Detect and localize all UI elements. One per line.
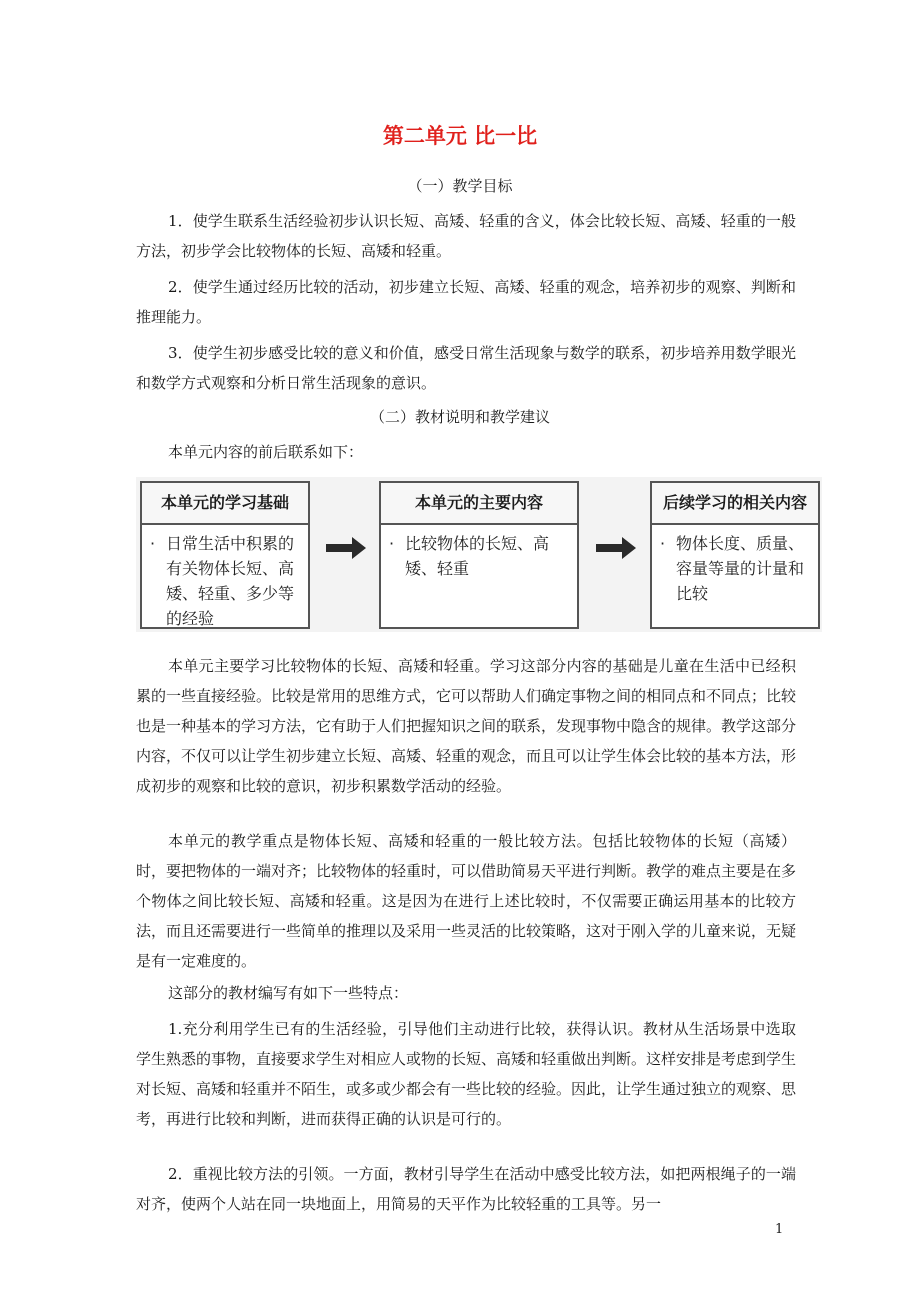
bullet-icon: · xyxy=(150,534,156,553)
goal-paragraph-1: 1．使学生联系生活经验初步认识长短、高矮、轻重的含义，体会比较长短、高矮、轻重的一般方法，初步学会比较物体的长短、高矮和轻重。 xyxy=(136,212,796,260)
diagram-box-title: 本单元的学习基础 xyxy=(142,483,308,525)
intro-line: 本单元内容的前后联系如下： xyxy=(168,443,364,461)
diagram-box-content xyxy=(142,525,308,631)
diagram-box-content xyxy=(652,525,818,606)
diagram-box-content xyxy=(381,525,577,581)
diagram-box-text: 日常生活中积累的有关物体长短、高矮、轻重、多少等的经验 xyxy=(166,534,295,628)
diagram-box-foundation xyxy=(140,481,310,629)
body-paragraph-1: 本单元主要学习比较物体的长短、高矮和轻重。学习这部分内容的基础是儿童在生活中已经积累的一些直接经验。比较是常用的思维方式，它可以帮助人们确定事物之间的相同点和不同点；比较也是一种基本的学习方法，它有助于人们把握知识之间的联系，发现事物中隐含的规律。教学这部分内容，不仅可以让学生初步建立长短、高矮、轻重的观念，而且可以让学生体会比较的基本方法，形成初步的观察和比较的意识，初步积累数学活动的经验。 xyxy=(136,657,797,795)
diagram-box-title: 本单元的主要内容 xyxy=(381,483,577,525)
page-number: 1 xyxy=(775,1222,784,1237)
body-paragraph-4: 1.充分利用学生已有的生活经验，引导他们主动进行比较，获得认识。教材从生活场景中选取学生熟悉的事物，直接要求学生对相应人或物的长短、高矮和轻重做出判断。这样安排是考虑到学生对长短、高矮和轻重并不陌生，或多或少都会有一些比较的经验。因此，让学生通过独立的观察、思考，再进行比较和判断，进而获得正确的认识是可行的。 xyxy=(136,1020,797,1128)
section-heading-goals: （一）教学目标 xyxy=(407,177,513,195)
diagram-box-text: 物体长度、质量、容量等量的计量和比较 xyxy=(676,534,805,603)
goal-paragraph-2: 2．使学生通过经历比较的活动，初步建立长短、高矮、轻重的观念，培养初步的观察、判断和推理能力。 xyxy=(136,278,796,326)
bullet-icon: · xyxy=(660,534,666,553)
body-paragraph-3: 这部分的教材编写有如下一些特点： xyxy=(168,984,409,1002)
section-heading-materials: （二）教材说明和教学建议 xyxy=(369,408,550,426)
diagram-box-followup xyxy=(650,481,820,629)
diagram-box-text: 比较物体的长短、高矮、轻重 xyxy=(405,534,550,578)
diagram-box-title: 后续学习的相关内容 xyxy=(652,483,818,525)
diagram-box-main xyxy=(379,481,579,629)
right-arrow-icon xyxy=(596,537,636,559)
body-paragraph-5: 2．重视比较方法的引领。一方面，教材引导学生在活动中感受比较方法，如把两根绳子的一端对齐，使两个人站在同一块地面上，用简易的天平作为比较轻重的工具等。另一 xyxy=(136,1165,796,1213)
goal-paragraph-3: 3．使学生初步感受比较的意义和价值，感受日常生活现象与数学的联系，初步培养用数学眼光和数学方式观察和分析日常生活现象的意识。 xyxy=(136,344,796,392)
bullet-icon: · xyxy=(389,534,395,553)
page-title: 第二单元 比一比 xyxy=(382,124,538,148)
body-paragraph-2: 本单元的教学重点是物体长短、高矮和轻重的一般比较方法。包括比较物体的长短（高矮）时，要把物体的一端对齐；比较物体的轻重时，可以借助简易天平进行判断。教学的难点主要是在多个物体之间比较长短、高矮和轻重。这是因为在进行上述比较时，不仅需要正确运用基本的比较方法，而且还需要进行一些简单的推理以及采用一些灵活的比较策略，这对于刚入学的儿童来说，无疑是有一定难度的。 xyxy=(136,832,797,970)
relationship-diagram xyxy=(136,477,822,632)
right-arrow-icon xyxy=(326,537,366,559)
